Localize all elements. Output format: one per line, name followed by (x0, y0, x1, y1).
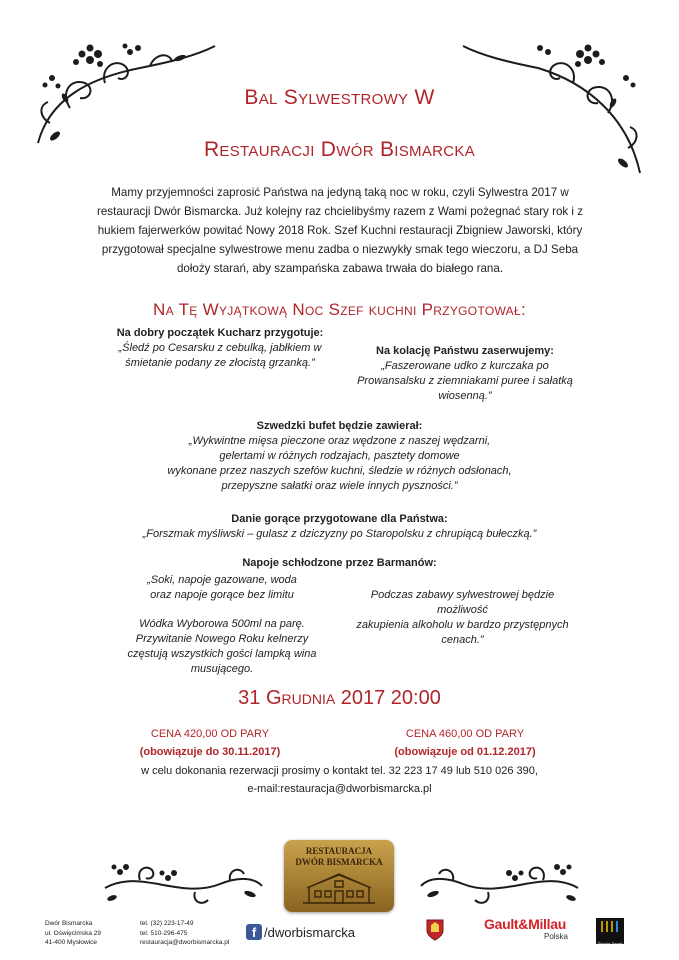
gault-millau-title: Gault&Millau (484, 916, 566, 932)
price-late-block (365, 725, 565, 761)
dinner-line-3: wiosenną.” (438, 390, 492, 402)
facebook-handle: /dworbismarcka (264, 924, 356, 940)
buffet-line-3: wykonane przez naszych szefów kuchni, śledzie w różnych odsłonach, (167, 465, 512, 477)
dinner-heading: Na kolację Państwu zaserwujemy: (376, 345, 554, 357)
floral-ornament-icon (418, 858, 583, 910)
drinks-right-block (345, 588, 580, 648)
drinks-left-line-4: Przywitanie Nowego Roku kelnerzy (135, 633, 309, 645)
hot-dish-line-1: „Forszmak myśliwski – gulasz z dziczyzny po Staropolsku z chrupiącą bułeczką.” (142, 528, 537, 540)
price-early-label: CENA 420,00 OD PARY (150, 728, 270, 740)
logo-line-1: RESTAURACJA (305, 846, 373, 856)
starter-line-1: „Śledź po Cesarsku z cebulką, jabłkiem w (118, 342, 322, 354)
slaskie-smaki-logo (596, 918, 624, 944)
drinks-left-line-6: musującego. (190, 663, 254, 675)
footer-phones (140, 919, 229, 948)
contact-line-1: w celu dokonania rezerwacji prosimy o kontakt tel. 32 223 17 49 lub 510 026 390, (141, 765, 538, 777)
drinks-right-line-2: możliwość (437, 604, 488, 616)
buffet-line-1: „Wykwintne mięsa pieczone oraz wędzone z naszej wędzarni, (188, 435, 491, 447)
gault-millau-logo (478, 916, 572, 941)
gault-millau-country: Polska (543, 932, 568, 941)
logo-line-2: DWÓR BISMARCKA (295, 857, 383, 867)
drinks-right-line-4: cenach.” (441, 634, 484, 646)
slaskie-smaki-label: Śląskie Smaki (597, 941, 623, 946)
price-early-block (110, 725, 310, 761)
price-early-note: (obowiązuje do 30.11.2017) (139, 746, 281, 758)
drinks-heading: Napoje schłodzone przez Barmanów: (242, 557, 437, 569)
starter-line-2: śmietanie podany ze złocistą grzanką.” (125, 357, 315, 369)
footer-address-city: 41-400 Mysłowice (45, 939, 98, 946)
price-late-note: (obowiązuje od 01.12.2017) (394, 746, 536, 758)
title-line-1: Bal Sylwestrowy W (244, 86, 435, 109)
buffet-heading: Szwedzki bufet będzie zawierał: (256, 420, 423, 432)
title-line-2: Restauracji Dwór Bismarcka (203, 138, 476, 161)
buffet-line-2: gelertami w różnych rodzajach, pasztety domowe (219, 450, 460, 462)
manor-house-icon (299, 869, 379, 907)
drinks-left-line-2: oraz napoje gorące bez limitu (150, 589, 294, 601)
fork-knife-icon (596, 918, 624, 936)
floral-ornament-bottom-left (100, 858, 265, 910)
starter-block (100, 327, 340, 371)
drinks-right-line-1: Podczas zabawy sylwestrowej będzie (370, 589, 555, 601)
drinks-left-line-5: częstują wszystkich gości lampką wina (127, 648, 317, 660)
footer-address-name: Dwór Bismarcka (45, 920, 93, 927)
coat-of-arms-icon (426, 919, 444, 946)
hot-dish-block (80, 513, 599, 542)
facebook-icon: f (246, 924, 262, 940)
footer-phone-2: tel. 510-296-475 (140, 929, 188, 937)
footer-address-street: ul. Oświęcimska 29 (45, 929, 101, 937)
contact-email[interactable]: e-mail:restauracja@dworbismarcka.pl (247, 783, 432, 795)
dinner-line-1: „Faszerowane udko z kurczaka po (381, 360, 549, 372)
dinner-block (340, 345, 590, 404)
drinks-right-line-3: zakupienia alkoholu w bardzo przystępnych (356, 619, 569, 631)
menu-heading: Na Tę Wyjątkową Noc Szef kuchni Przygotował: (153, 300, 526, 319)
drinks-left-block (112, 573, 332, 677)
buffet-block (100, 420, 579, 494)
dinner-line-2: Prowansalsku z ziemniakami puree i sałatką (357, 375, 573, 387)
price-late-label: CENA 460,00 OD PARY (405, 728, 525, 740)
contact-block (0, 762, 679, 798)
facebook-link[interactable] (246, 922, 355, 942)
buffet-line-4: przepyszne sałatki oraz wiele innych pyszności.” (221, 480, 458, 492)
floral-ornament-bottom-right (418, 858, 583, 910)
drinks-left-line-3: Wódka Wyborowa 500ml na parę. (139, 618, 305, 630)
footer-address (45, 919, 101, 948)
footer-phone-1: tel. (32) 223-17-49 (140, 920, 194, 927)
hot-dish-heading: Danie gorące przygotowane dla Państwa: (231, 513, 448, 525)
footer-email[interactable]: restauracja@dworbismarcka.pl (140, 939, 230, 946)
event-date: 31 Grudnia 2017 20:00 (238, 687, 441, 709)
drinks-left-line-1: „Soki, napoje gazowane, woda (147, 574, 297, 586)
intro-paragraph: Mamy przyjemności zaprosić Państwa na jedyną taką noc w roku, czyli Sylwestra 2017 w restauracji Dwór Bismarcka. Już kolejny raz chcielibyśmy razem z Wami pożegnać stary rok i z hukiem fajerwerków powitać Nowy 2018 Rok. Szef Kuchni restauracji Zbigniew Jaworski, który przygotował specjalne sylwestrowe menu zadba o niezwykły smak tego wieczoru, a DJ Seba dołoży starań, aby szampańska zabawa trwała do białego rana. (97, 186, 583, 275)
restaurant-logo (284, 840, 394, 912)
starter-heading: Na dobry początek Kucharz przygotuje: (116, 327, 324, 339)
floral-ornament-icon (100, 858, 265, 910)
